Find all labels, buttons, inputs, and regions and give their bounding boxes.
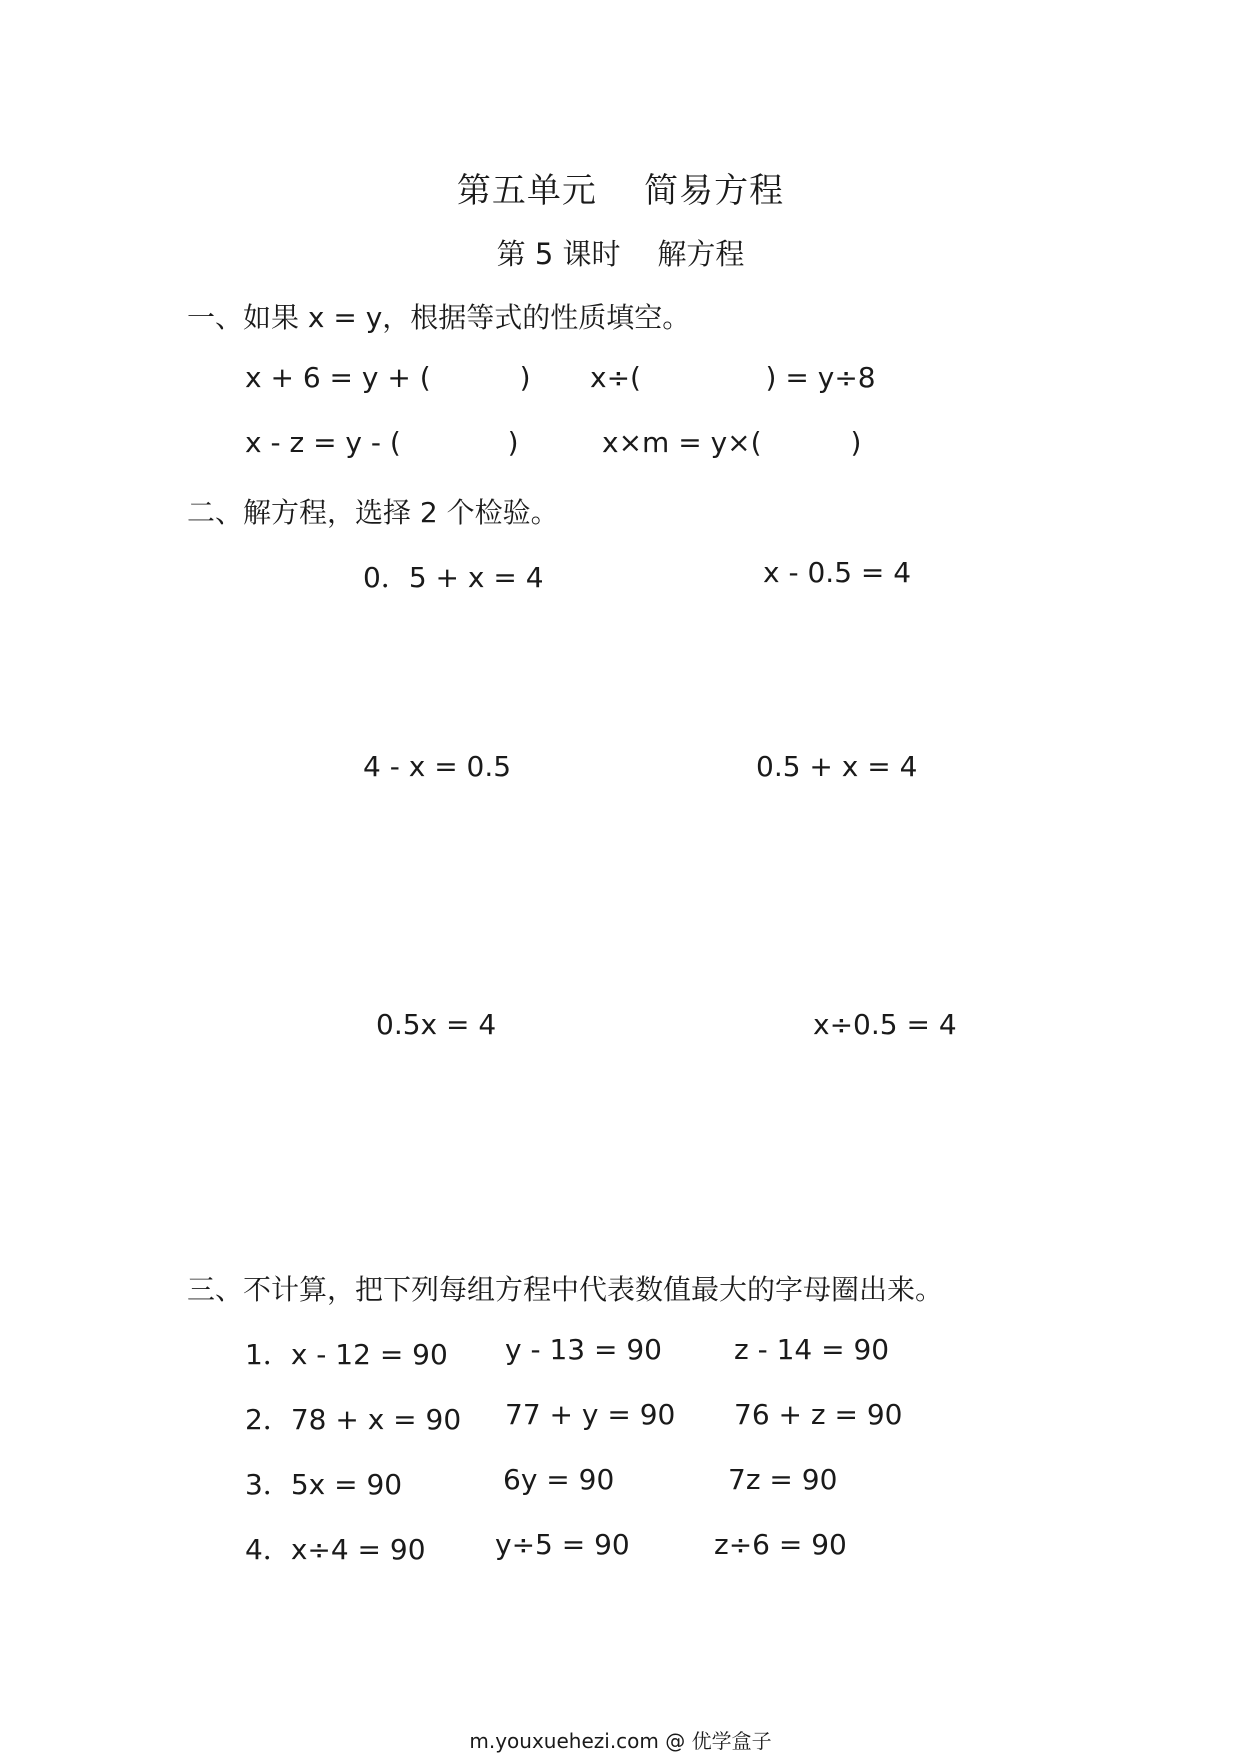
- section1-item: x×m = y×( ): [602, 426, 862, 459]
- footer-watermark: m.youxuehezi.com @ 优学盒子: [469, 1729, 772, 1753]
- section1-item: x÷( ) = y÷8: [590, 361, 876, 394]
- section2-equation: 0.5x = 4: [376, 1008, 497, 1041]
- section2-equation: x - 0.5 = 4: [763, 556, 912, 589]
- section1-item: x - z = y - ( ): [245, 426, 519, 459]
- section3-equation: 6y = 90: [503, 1463, 615, 1496]
- section3-equation: 2．78 + x = 90: [245, 1403, 462, 1436]
- section3-equation: 1．x - 12 = 90: [245, 1338, 448, 1371]
- section3-equation: 3．5x = 90: [245, 1468, 403, 1501]
- section2-equation: 4 - x = 0.5: [363, 750, 512, 783]
- section3-equation: 76 + z = 90: [734, 1398, 903, 1431]
- section2-equation: 0.5 + x = 4: [756, 750, 918, 783]
- section3-equation: 4．x÷4 = 90: [245, 1533, 426, 1566]
- section3-equation: z - 14 = 90: [734, 1333, 890, 1366]
- section3-equation: y - 13 = 90: [505, 1333, 662, 1366]
- section2-equation: 0．5 + x = 4: [363, 561, 544, 594]
- section3-heading: 三、不计算，把下列每组方程中代表数值最大的字母圈出来。: [187, 1273, 944, 1306]
- page-title: 第五单元 简易方程: [456, 171, 785, 211]
- section3-equation: 77 + y = 90: [505, 1398, 676, 1431]
- section1-item: x + 6 = y + ( ): [245, 361, 531, 394]
- section1-heading: 一、如果 x = y，根据等式的性质填空。: [187, 301, 691, 334]
- section3-equation: z÷6 = 90: [714, 1528, 847, 1561]
- section2-heading: 二、解方程，选择 2 个检验。: [187, 496, 559, 529]
- section2-equation: x÷0.5 = 4: [813, 1008, 957, 1041]
- lesson-subtitle: 第 5 课时 解方程: [496, 237, 745, 271]
- section3-equation: 7z = 90: [728, 1463, 838, 1496]
- section3-equation: y÷5 = 90: [495, 1528, 630, 1561]
